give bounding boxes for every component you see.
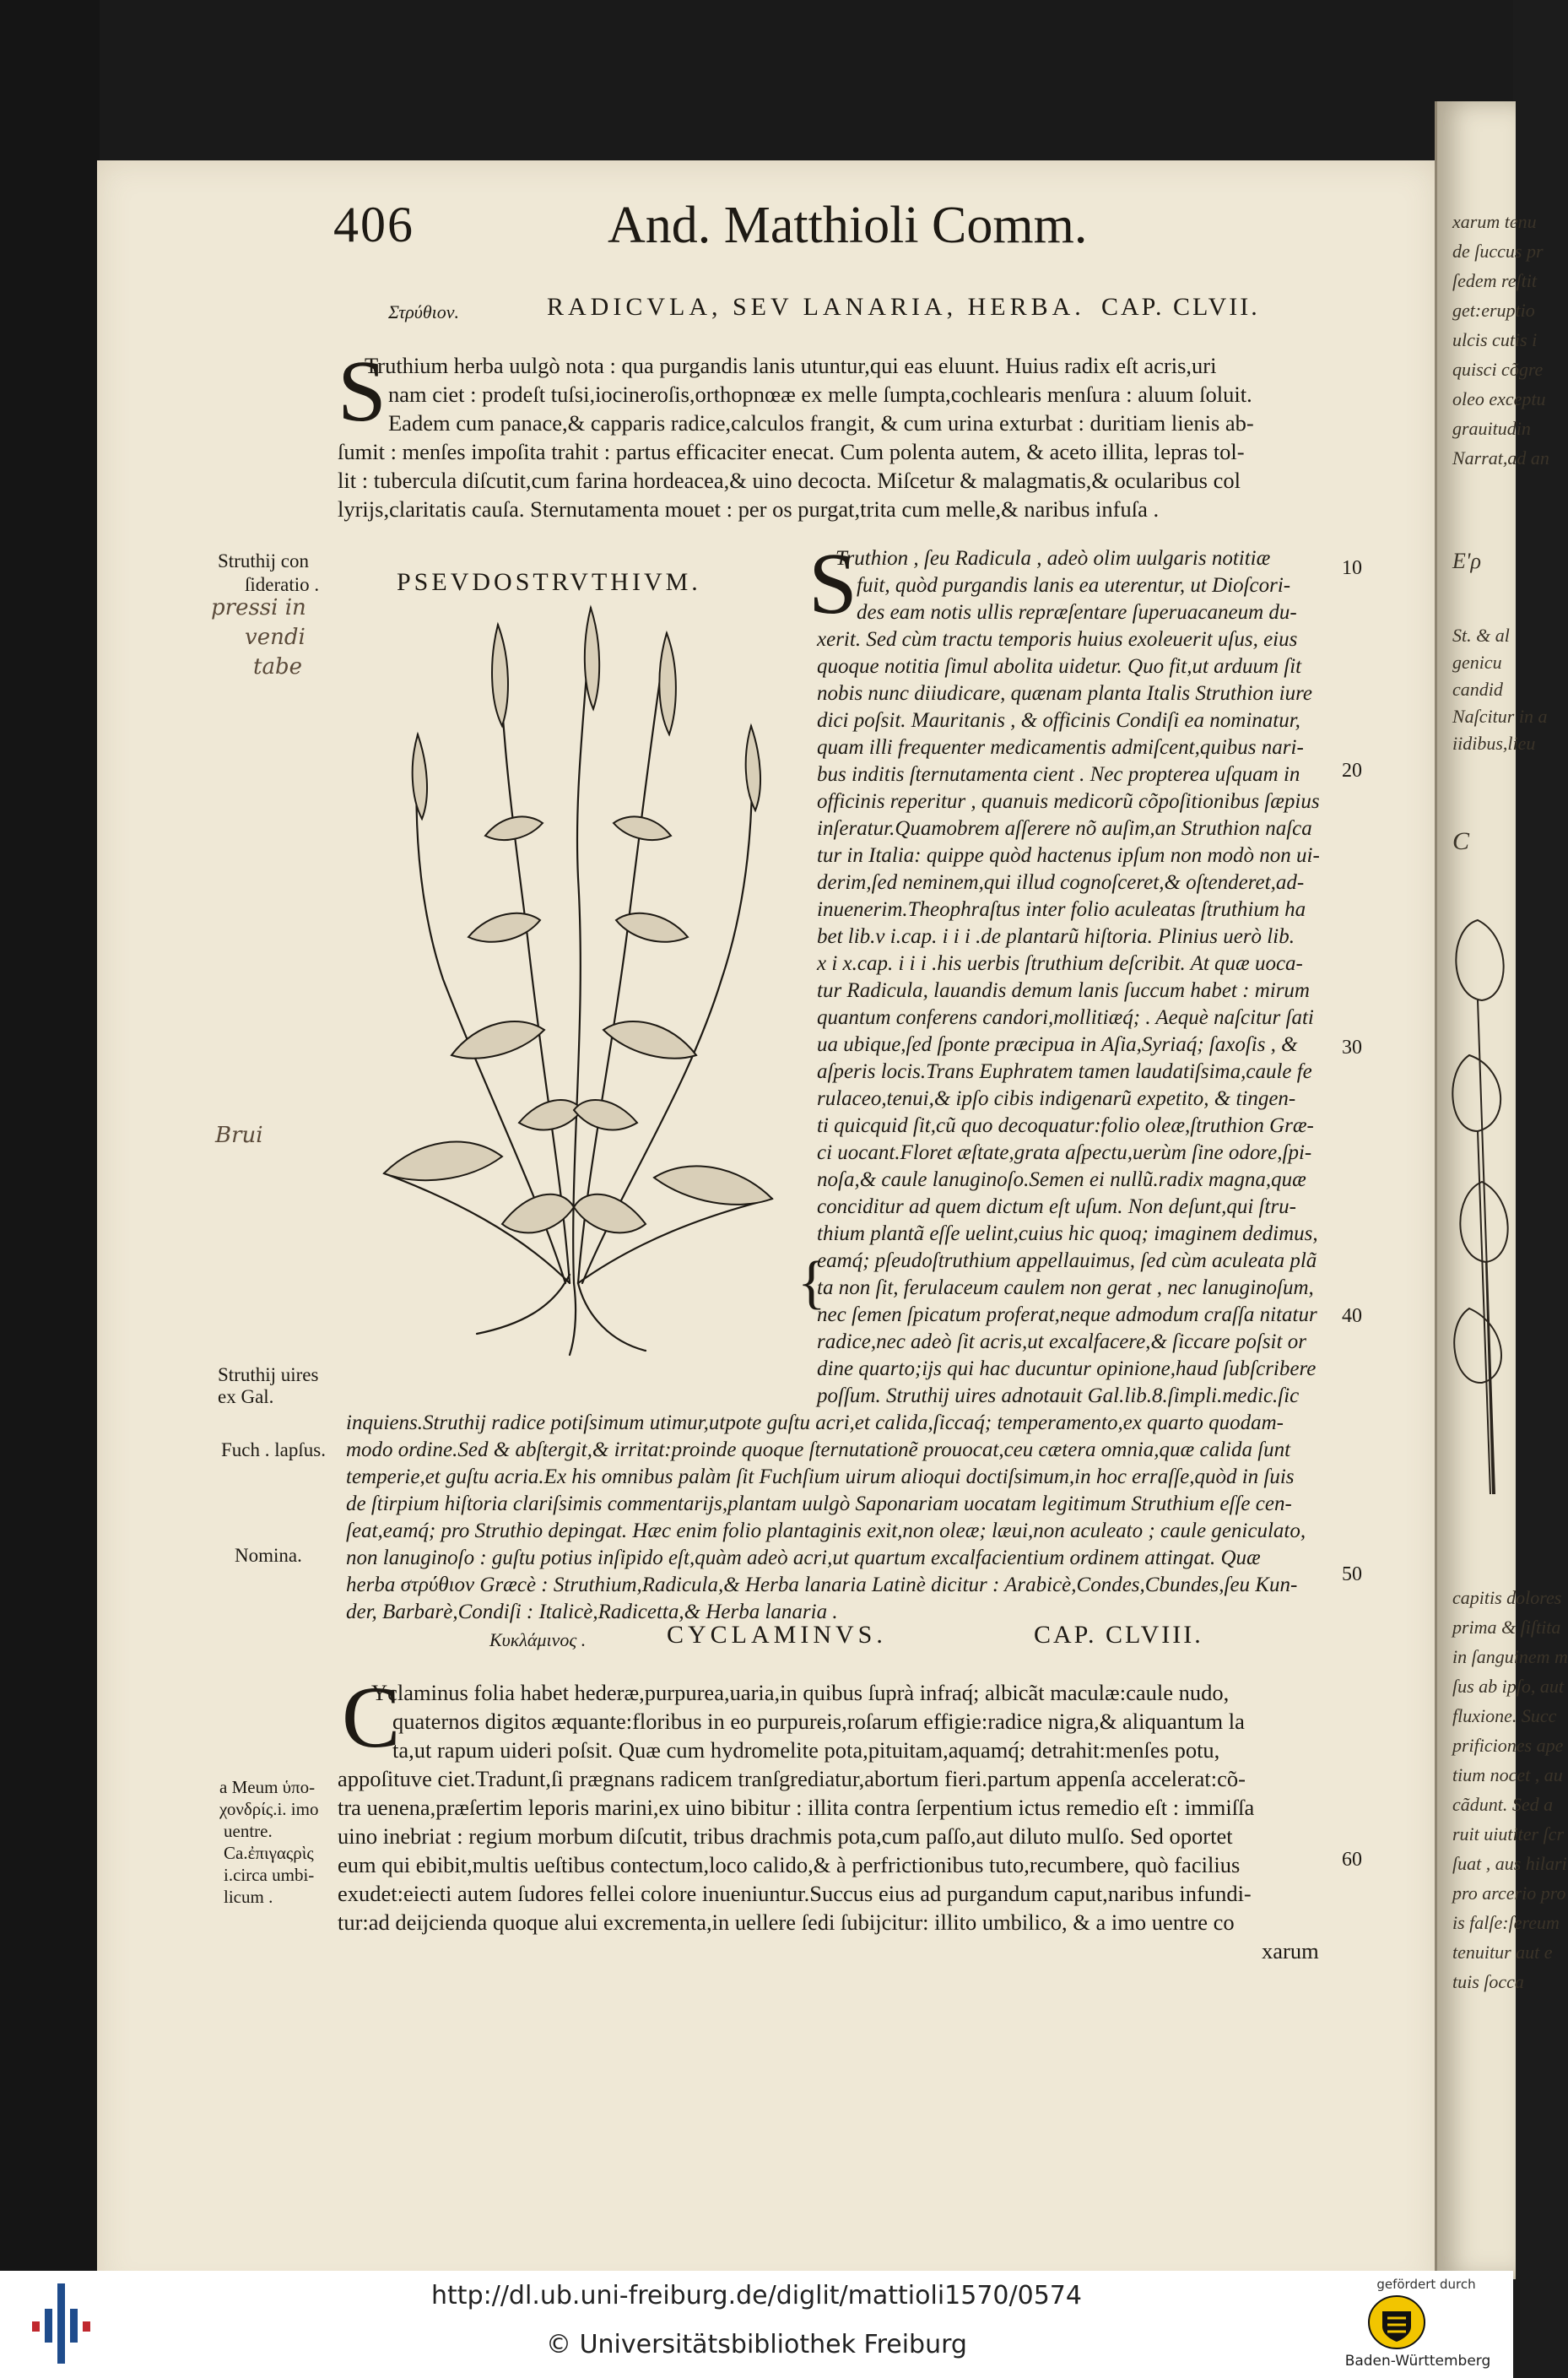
next-page-text: fluxione. Succ [1452, 1705, 1557, 1726]
next-page-text: prima & ſiſtita [1452, 1617, 1561, 1638]
next-page-text: grauitudin [1452, 418, 1531, 439]
commentary-line: derim,ſed neminem,qui illud cognoſceret,& oſtenderet,ad- [817, 871, 1305, 894]
commentary-line: aſperis locis.Trans Euphratem tamen laudatiſsima,caule fe [817, 1060, 1312, 1083]
next-page-text: iidibus,lieu [1452, 733, 1536, 754]
commentary-line: tur Radicula, lauandis demum lanis ſuccum habet : mirum [817, 979, 1310, 1002]
chapter2-title: CYCLAMINVS. [667, 1621, 887, 1649]
next-page-text: Naſcitur in a [1452, 706, 1548, 727]
margin-note: Nomina. [235, 1545, 302, 1566]
commentary-line: ti quicquid ſit,cũ quo decoquatur:folio oleæ,ſtruthion Græ- [817, 1114, 1314, 1137]
chapter2-line: uino inebriat : regium morbum diſcutit, tribus drachmis pota,cum paſſo,aut diluto mulſo. Sed oportet [338, 1823, 1233, 1849]
page-number: 406 [333, 197, 414, 252]
next-page-text: capitis dolores [1452, 1587, 1562, 1608]
next-page-text: E'ρ [1452, 549, 1481, 573]
commentary-line: eamq́; pſeudoſtruthium appellauimus, ſed cùm aculeata plã [817, 1249, 1317, 1272]
line-number: 60 [1342, 1849, 1362, 1871]
chapter1-title: RADICVLA, SEV LANARIA, HERBA. [547, 293, 1085, 321]
next-page-text: xarum tenu [1452, 211, 1537, 232]
chapter1-line: Eadem cum panace,& capparis radice,calculos frangit, & cum urina exturbat : duritiam lienis ab- [388, 410, 1254, 436]
commentary-line: noſa,& caule lanuginoſo.Semen ei nullũ.radix magna,quæ [817, 1168, 1306, 1191]
chapter2-line: appoſituve ciet.Tradunt,ſi prægnans radicem tranſgrediatur,abortum fieri.partum appenſa accelerat:cõ- [338, 1766, 1246, 1791]
commentary-line: inuenerim.Theophraſtus inter folio aculeatas ſtruthium ha [817, 898, 1306, 921]
source-url-link[interactable]: http://dl.ub.uni-freiburg.de/diglit/mattioli1570/0574 [431, 2281, 1082, 2310]
commentary-full-line: ſeat,eamq́; pro Struthio depingat. Hæc enim folio plantaginis exit,non oleæ; læui,non aculeato ; caule geniculato, [346, 1519, 1306, 1542]
commentary-line: inſeratur.Quamobrem aſſerere nõ auſim,an Struthion naſca [817, 817, 1312, 840]
sponsor-name: Baden-Württemberg [1344, 2353, 1491, 2370]
brace-mark: { [798, 1250, 826, 1315]
next-page-text: tium nocet , au [1452, 1764, 1563, 1785]
margin-note: ſideratio . [245, 574, 320, 595]
commentary-line: ci uocant.Floret æſtate,grata aſpectu,uerùm ſine odore,ſpi- [817, 1141, 1312, 1164]
chapter1-line: lyrijs,claritatis cauſa. Sternutamenta mouet : per os purgat,trita cum melle,& naribus infuſa . [338, 496, 1160, 522]
commentary-line: nobis nunc diiudicare, quænam planta Italis Struthion iure [817, 682, 1313, 705]
chapter1-line: Truthium herba uulgò nota : qua purgandis lanis utuntur,qui eas eluunt. Huius radix eſt acris,uri [365, 353, 1217, 378]
commentary-line: bet lib.v i.cap. i i i .de plantarũ hiſtoria. Plinius uerò lib. [817, 925, 1295, 948]
handwritten-note: vendi [245, 625, 305, 650]
commentary-line: quam illi frequenter medicamentis admiſcent,quibus nari- [817, 736, 1304, 759]
commentary-line: ta non ſit, ferulaceum caulem non gerat , nec lanuginoſum, [817, 1276, 1314, 1299]
line-number: 30 [1342, 1037, 1362, 1059]
chapter2-line: Yclaminus folia habet hederæ,purpurea,uaria,in quibus ſuprà infraq́; albicãt maculæ:caule nudo, [371, 1680, 1230, 1705]
commentary-full-line: de ſtirpium hiſtoria clariſsimis commentarijs,plantam uulgò Saponariam uocatam legitimum Struthium eſſe cen- [346, 1492, 1292, 1515]
chapter2-greek-name: Κυκλάμινος . [489, 1629, 587, 1650]
next-page-text: candid [1452, 679, 1503, 700]
chapter2-cap: CAP. CLVIII. [1034, 1621, 1203, 1649]
commentary-full-line: non lanuginoſo : guſtu potius inſipido eſt,quàm adeò acri,ut quartum excalfacientium ordinem attingat. Quæ [346, 1547, 1261, 1569]
next-page-text: oleo exceptu [1452, 388, 1546, 409]
chapter2-drop-letter: C [342, 1669, 401, 1766]
margin-note: ex Gal. [218, 1386, 274, 1407]
chapter2-line: exudet:eiecti autem ſudores fellei colore inueniuntur.Succus eius ad purgandum caput,naribus infundi- [338, 1881, 1252, 1906]
chapter2-line: eum qui ebibit,multis ueſtibus contectum,loco calido,& à perfrictionibus tuto,recumbere, quò facilius [338, 1852, 1241, 1877]
pseudostruthium-woodcut [333, 582, 806, 1359]
next-page-illustration [1444, 903, 1520, 1494]
commentary-full-line: inquiens.Struthij radice potiſsimum utimur,utpote guſtu acri,et calida,ſiccaq́; temperamento,ex quarto quodam- [346, 1411, 1284, 1434]
commentary-line: conciditur ad quem dictum eſt uſum. Non deſunt,qui ſtru- [817, 1195, 1296, 1218]
background-left [0, 0, 100, 2271]
line-number: 20 [1342, 760, 1362, 782]
commentary-line: ua ubique,ſed ſponte præcipua in Aſia,Syriaq́; ſaxoſis , & [817, 1033, 1298, 1056]
commentary-full-line: modo ordine.Sed & abſtergit,& irritat:proinde quoque ſternutationẽ prouocat,ceu cætera omnia,quæ calida ſunt [346, 1438, 1291, 1461]
sponsor-label: gefördert durch [1376, 2277, 1476, 2292]
commentary-line: radice,nec adeò ſit acris,ut excalfacere,& ſiccare poſsit or [817, 1330, 1306, 1353]
commentary-full-line: herba στρύθιον Græcè : Struthium,Radicula,& Herba lanaria Latinè dicitur : Arabicè,Condes,Cbundes,ſeu Kun- [346, 1574, 1298, 1596]
commentary-line: quantum conferens candori,mollitiæq́; . Aequè naſcitur ſati [817, 1006, 1314, 1029]
next-page-text: Narrat,ad an [1452, 447, 1549, 469]
commentary-full-line: temperie,et guſtu acria.Ex his omnibus palàm ſit Fuchſium uirum alioqui doctiſsimum,in hoc erraſſe,quòd in ſuis [346, 1465, 1295, 1488]
illustration-caption: PSEVDOSTRVTHIVM. [397, 568, 701, 596]
commentary-line: Truthion , ſeu Radicula , adeò olim uulgaris notitiæ [835, 547, 1271, 570]
running-head: And. Matthioli Comm. [608, 197, 1088, 254]
margin-note: Ca.ἐπιγαςρὶς [224, 1843, 314, 1863]
margin-note: a Meum ὑπο- [219, 1777, 316, 1797]
commentary-line: tur in Italia: quippe quòd hactenus ipſum non modò non ui- [817, 844, 1320, 867]
chapter1-greek-name: Στρύθιον. [388, 301, 460, 322]
next-page-text: pro arcerio pro [1452, 1882, 1566, 1904]
chapter1-line: lit : tubercula diſcutit,cum farina hordeacea,& uino decocta. Miſcetur & malagmatis,& ocularibus col [338, 468, 1241, 493]
commentary-line: x i x.cap. i i i .his uerbis ſtruthium deſcribit. At quæ uoca- [817, 952, 1303, 975]
commentary-line: nec ſemen ſpicatum proferat,neque admodum craſſa nitatur [817, 1303, 1317, 1326]
chapter2-line: ta,ut rapum uideri poſsit. Quæ cum hydromelite pota,pituitam,aquamq́; detrahit:menſes potu, [392, 1737, 1220, 1763]
commentary-line: officinis reperitur , quanuis medicorũ cõpoſitionibus ſæpius [817, 790, 1320, 813]
next-page-text: tuis ſocca [1452, 1971, 1524, 1992]
next-page-text: de ſuccus pr [1452, 241, 1544, 262]
commentary-line: thium plantã eſſe uelint,cuius hic quoq; imaginem dedimus, [817, 1222, 1318, 1245]
commentary-line: xerit. Sed cùm tractu temporis huius exoleuerit uſus, eius [817, 628, 1298, 651]
next-page-text: cãdunt. Sed a [1452, 1794, 1554, 1815]
handwritten-note: tabe [253, 654, 302, 680]
commentary-line: dine quarto;ijs qui hac ducuntur opinione,haud ſubſcribere [817, 1357, 1317, 1380]
next-page-text: ſuat , aus hilari [1452, 1853, 1567, 1874]
next-page-text: ulcis cutis i [1452, 329, 1538, 350]
chapter1-cap: CAP. CLVII. [1101, 293, 1260, 321]
commentary-line: bus inditis ſternutamenta cient . Nec propterea uſquam in [817, 763, 1300, 786]
commentary-line: rulaceo,tenui,& ipſo cibis indigenarũ expetito, & tingen- [817, 1087, 1296, 1110]
chapter1-drop-letter: S [338, 343, 387, 440]
commentary-line: des eam notis ullis repræſentare ſuperuacaneum du- [857, 601, 1297, 624]
line-number: 50 [1342, 1563, 1362, 1585]
background-top [0, 0, 1513, 165]
next-page-text: genicu [1452, 652, 1502, 673]
commentary-full-line: der, Barbarè,Condiſi : Italicè,Radicetta,& Herba lanaria . [346, 1601, 838, 1623]
chapter2-line: tur:ad deijcienda quoque alui excrementa,in uellere ſedi ſubijcitur: illito umbilico, & a imo uentre co [338, 1909, 1235, 1935]
commentary-line: fuit, quòd purgandis lanis ea uterentur, ut Dioſcori- [857, 574, 1291, 597]
copyright-notice: © Universitätsbibliothek Freiburg [546, 2330, 967, 2359]
line-number: 40 [1342, 1305, 1362, 1327]
next-page-edge [1435, 101, 1568, 2279]
margin-note: licum . [224, 1887, 273, 1907]
margin-note: Struthij con [218, 550, 309, 571]
margin-note: χονδρίς.i. imo [219, 1799, 319, 1819]
next-page-text: quisci cõgre [1452, 359, 1544, 380]
margin-note: uentre. [224, 1821, 273, 1841]
handwritten-note: pressi in [211, 595, 306, 620]
handwritten-note: Brui [215, 1123, 263, 1148]
chapter1-line: nam ciet : prodeſt tuſsi,iocineroſis,orthopnœæ ex melle ſumpta,cochlearis menſura : aluum ſoluit. [388, 382, 1252, 407]
commentary-line: quoque notitia ſimul abolita uidetur. Quo fit,ut arduum ſit [817, 655, 1302, 678]
next-page-text: ſus ab ipſo, aut [1452, 1676, 1565, 1697]
catchword: xarum [1262, 1938, 1319, 1964]
chapter2-line: quaternos digitos æquante:floribus in eo purpureis,roſarum effigie:radice nigra,& aliquantum la [392, 1709, 1245, 1734]
next-page-text: ruit uiutiter ſcr [1452, 1823, 1564, 1844]
chapter1-line: ſumit : menſes impoſita trahit : partus efficaciter enecat. Cum polenta autem, & aceto illita, lepras tol- [338, 439, 1245, 464]
next-page-text: C [1452, 827, 1470, 855]
commentary-line: poſſum. Struthij uires adnotauit Gal.lib.8.ſimpli.medic.ſic [817, 1384, 1300, 1407]
next-page-text: in ſanguinem m [1452, 1646, 1568, 1667]
commentary-line: dici poſsit. Mauritanis , & officinis Condiſi ea nominatur, [817, 709, 1300, 732]
state-seal-icon [1367, 2294, 1426, 2350]
next-page-text: tenuitur aut e [1452, 1942, 1553, 1963]
next-page-text: prificiones ape [1452, 1735, 1564, 1756]
margin-note: Fuch . lapſus. [221, 1439, 326, 1460]
margin-note: i.circa umbi- [224, 1865, 315, 1885]
next-page-text: get:eruptio [1452, 300, 1535, 321]
margin-note: Struthij uires [218, 1364, 319, 1385]
next-page-text: is falſe:ſereum [1452, 1912, 1560, 1933]
next-page-text: ſedem reſtit [1452, 270, 1537, 291]
next-page-text: St. & al [1452, 625, 1510, 646]
line-number: 10 [1342, 557, 1362, 579]
commentary-drop-letter: S [808, 535, 857, 632]
chapter2-line: tra uenena,præſertim leporis marini,ex uino bibitur : illita contra ſerpentium ictus remedio eſt : immiſſa [338, 1795, 1255, 1820]
